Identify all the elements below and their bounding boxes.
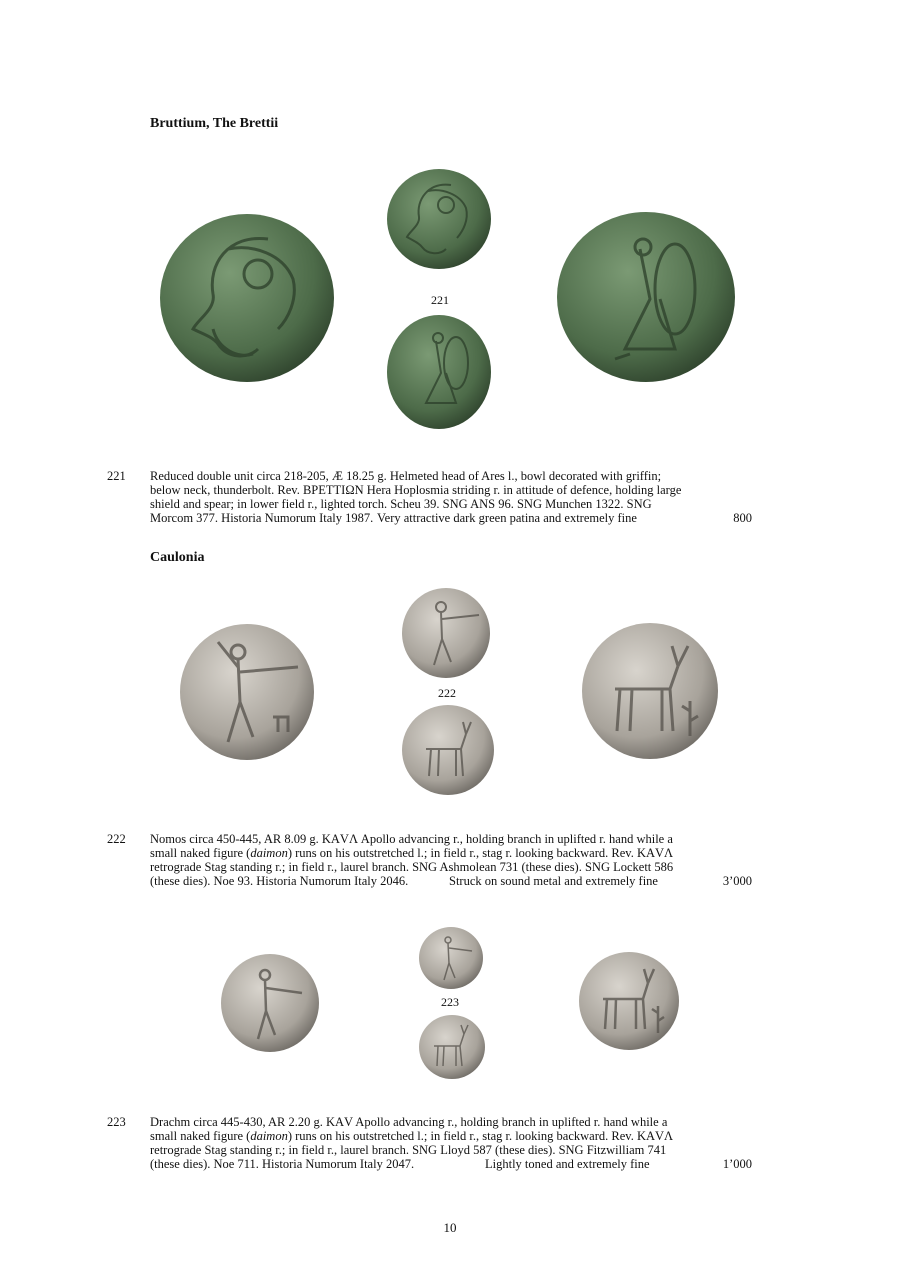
coin-image-223-reverse-small [418, 1014, 486, 1080]
coin-image-221-reverse-small [386, 313, 492, 431]
lot-number-222: 222 [107, 832, 126, 846]
coin-image-222-reverse-large [580, 621, 720, 761]
lot-number-223: 223 [107, 1115, 126, 1129]
section-heading-bruttium: Bruttium, The Brettii [150, 116, 279, 131]
plate-label-221: 221 [431, 293, 449, 307]
price-estimate: 800 [733, 511, 752, 525]
lot-description-line: below neck, thunderbolt. Rev. ΒΡΕΤΤΙΩΝ Hera Hoplosmia striding r. in attitude of defence, holding large [150, 483, 682, 497]
condition-text: Struck on sound metal and extremely fine [449, 874, 658, 888]
lot-number-221: 221 [107, 469, 126, 483]
condition-text: Lightly toned and extremely fine [485, 1157, 650, 1171]
page-number: 10 [443, 1220, 457, 1235]
lot-description-line: Nomos circa 450-445, AR 8.09 g. ΚΑVΛ Apollo advancing r., holding branch in uplifted r. hand while a [150, 832, 673, 846]
plate-label-222: 222 [438, 686, 456, 700]
lot-description-223 [150, 1115, 752, 1171]
lot-description-line: shield and spear; in lower field r., lighted torch. Scheu 39. SNG ANS 96. SNG Munchen 1322. SNG [150, 497, 652, 511]
condition-text: Very attractive dark green patina and extremely fine [377, 511, 637, 525]
price-estimate: 3’000 [722, 874, 752, 888]
lot-description-line: retrograde Stag standing r.; in field r., laurel branch. SNG Lloyd 587 (these dies). SNG Fitzwilliam 741 [150, 1143, 667, 1157]
coin-image-221-obverse-small [386, 167, 492, 271]
section-heading-caulonia: Caulonia [150, 550, 205, 565]
lot-description-line: small naked figure (daimon) runs on his outstretched l.; in field r., stag r. looking backward. Rev. ΚΑVΛ [150, 846, 674, 860]
price-estimate: 1’000 [722, 1157, 752, 1171]
lot-description-line: Reduced double unit circa 218-205, Æ 18.25 g. Helmeted head of Ares l., bowl decorated with griffin; [150, 469, 662, 483]
lot-description-line: (these dies). Noe 711. Historia Numorum Italy 2047. [150, 1157, 415, 1171]
lot-description-line: (these dies). Noe 93. Historia Numorum Italy 2046. [150, 874, 409, 888]
lot-description-line: Morcom 377. Historia Numorum Italy 1987. [150, 511, 374, 525]
coin-image-223-obverse-large [220, 953, 320, 1053]
coin-image-223-obverse-small [418, 926, 484, 990]
lot-description-line: retrograde Stag standing r.; in field r., laurel branch. SNG Ashmolean 731 (these dies). SNG Lockett 586 [150, 860, 674, 874]
coin-image-221-obverse-large [158, 209, 336, 387]
plate-label-223: 223 [441, 995, 459, 1009]
lot-description-line: small naked figure (daimon) runs on his outstretched l.; in field r., stag r. looking backward. Rev. ΚΑVΛ [150, 1129, 674, 1143]
coin-image-222-reverse-small [401, 704, 495, 796]
coin-image-222-obverse-small [401, 587, 491, 679]
coin-image-222-obverse-large [178, 622, 316, 762]
coin-image-221-reverse-large [555, 209, 737, 385]
coin-image-223-reverse-large [578, 951, 680, 1051]
lot-description-line: Drachm circa 445-430, AR 2.20 g. ΚΑV Apollo advancing r., holding branch in uplifted r. hand while a [150, 1115, 668, 1129]
lot-description-221 [150, 469, 752, 525]
lot-description-222 [150, 832, 752, 888]
